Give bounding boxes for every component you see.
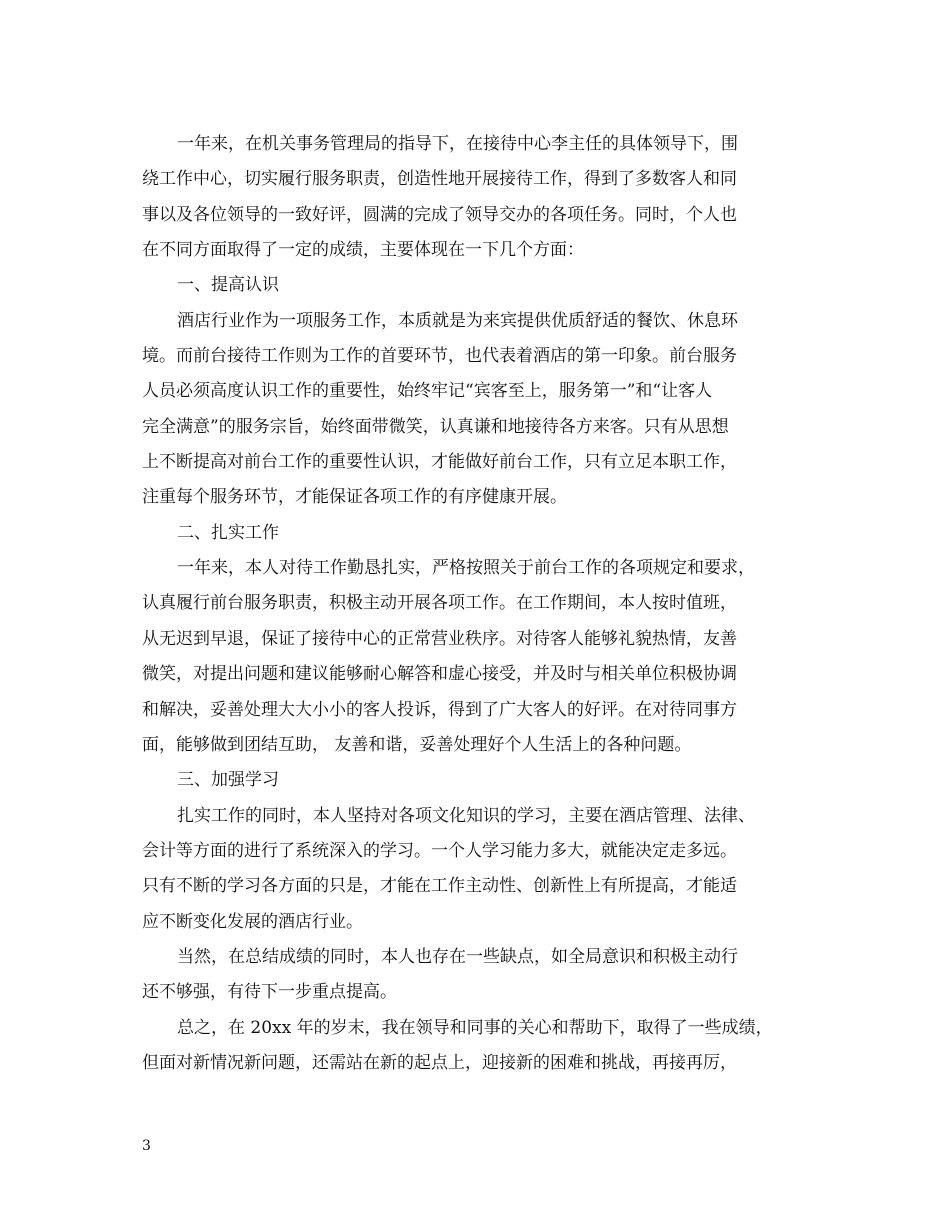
paragraph bbox=[142, 940, 810, 1011]
text-line: 境。而前台接待工作则为工作的首要环节，也代表着酒店的第一印象。前台服务 bbox=[142, 346, 737, 367]
paragraph bbox=[142, 304, 810, 516]
page-number: 3 bbox=[142, 1138, 151, 1154]
text-line: 在不同方面取得了一定的成绩，主要体现在一下几个方面： bbox=[142, 240, 584, 261]
text-line: 会计等方面的进行了系统深入的学习。一个人学习能力多大，就能决定走多远。 bbox=[142, 840, 737, 861]
text-line: 二、扎实工作 bbox=[177, 522, 279, 543]
text-line: 扎实工作的同时，本人坚持对各项文化知识的学习，主要在酒店管理、法律、 bbox=[177, 805, 755, 826]
text-line: 一年来，本人对待工作勤恳扎实，严格按照关于前台工作的各项规定和要求， bbox=[177, 558, 755, 579]
paragraph bbox=[142, 551, 810, 763]
text-line: 酒店行业作为一项服务工作，本质就是为来宾提供优质舒适的餐饮、休息环 bbox=[177, 310, 738, 331]
text-line: 面，能够做到团结互助， 友善和谐，妥善处理好个人生活上的各种问题。 bbox=[142, 734, 692, 755]
paragraph bbox=[142, 799, 810, 940]
text-line: 当然，在总结成绩的同时，本人也存在一些缺点，如全局意识和积极主动行 bbox=[177, 946, 738, 967]
section-heading bbox=[142, 516, 810, 551]
text-line: 认真履行前台服务职责，积极主动开展各项工作。在工作期间，本人按时值班， bbox=[142, 593, 737, 614]
text-line: 三、加强学习 bbox=[177, 770, 279, 791]
section-heading bbox=[142, 763, 810, 798]
text-line: 只有不断的学习各方面的只是，才能在工作主动性、创新性上有所提高，才能适 bbox=[142, 876, 737, 897]
text-line: 微笑，对提出问题和建议能够耐心解答和虚心接受，并及时与相关单位积极协调 bbox=[142, 664, 737, 685]
text-line: 但面对新情况新问题，还需站在新的起点上，迎接新的困难和挑战，再接再厉， bbox=[142, 1052, 737, 1073]
text-line: 和解决，妥善处理大大小小的客人投诉，得到了广大客人的好评。在对待同事方 bbox=[142, 699, 737, 720]
text-line: 绕工作中心，切实履行服务职责，创造性地开展接待工作，得到了多数客人和同 bbox=[142, 169, 737, 190]
text-line: 注重每个服务环节，才能保证各项工作的有序健康开展。 bbox=[142, 487, 567, 508]
text-line: 一、提高认识 bbox=[177, 275, 279, 296]
paragraph bbox=[142, 1011, 810, 1082]
text-line: 总之，在 20xx 年的岁末，我在领导和同事的关心和帮助下，取得了一些成绩， bbox=[177, 1017, 773, 1038]
text-line: 事以及各位领导的一致好评，圆满的完成了领导交办的各项任务。同时，个人也 bbox=[142, 204, 737, 225]
text-line: 上不断提高对前台工作的重要性认识，才能做好前台工作，只有立足本职工作， bbox=[142, 452, 737, 473]
document-body bbox=[142, 127, 810, 1081]
text-line: 还不够强，有待下一步重点提高。 bbox=[142, 982, 397, 1003]
paragraph bbox=[142, 127, 810, 268]
text-line: 一年来，在机关事务管理局的指导下，在接待中心李主任的具体领导下，围 bbox=[177, 134, 738, 154]
text-line: 从无迟到早退，保证了接待中心的正常营业秩序。对待客人能够礼貌热情，友善 bbox=[142, 628, 737, 649]
section-heading bbox=[142, 268, 810, 303]
text-line: 完全满意”的服务宗旨，始终面带微笑，认真谦和地接待各方来客。只有从思想 bbox=[142, 416, 729, 437]
text-line: 人员必须高度认识工作的重要性，始终牢记“宾客至上，服务第一”和“让客人 bbox=[142, 381, 713, 402]
text-line: 应不断变化发展的酒店行业。 bbox=[142, 911, 363, 932]
